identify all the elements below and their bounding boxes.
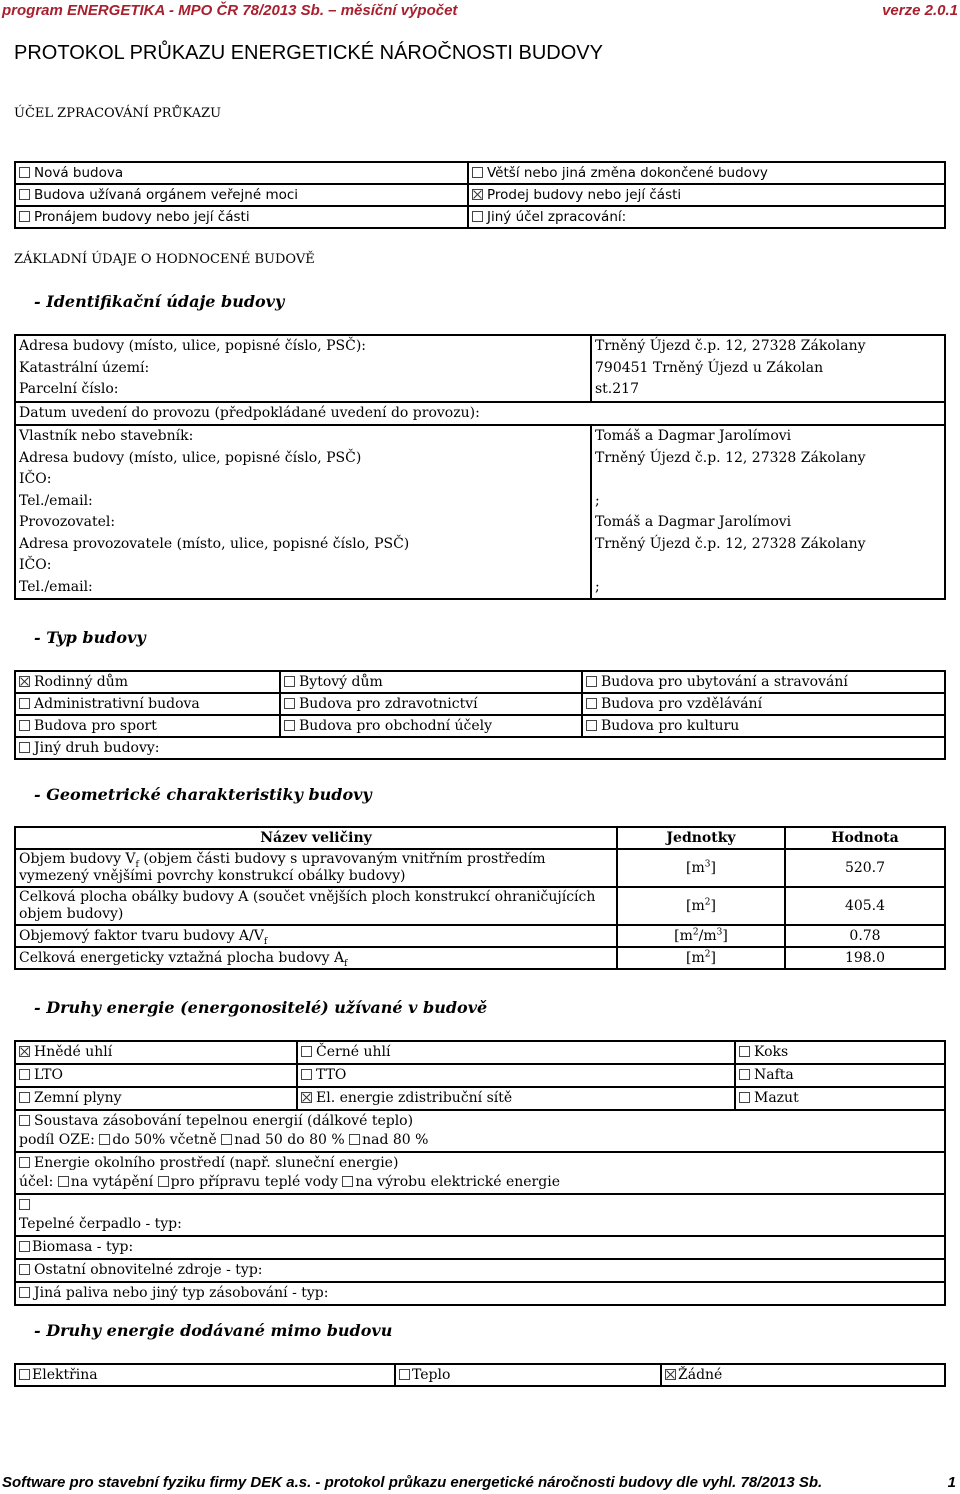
purpose-option[interactable]: Prodej budovy nebo její části <box>468 184 945 206</box>
program-version: verze 2.0.1 <box>882 2 958 19</box>
checkbox[interactable] <box>739 1046 750 1057</box>
energy-option[interactable]: Černé uhlí <box>297 1041 735 1064</box>
heat-pump-option[interactable]: Tepelné čerpadlo - typ: <box>15 1194 945 1236</box>
checkbox[interactable] <box>284 676 295 687</box>
checkbox-checked[interactable] <box>472 189 483 200</box>
energy-option[interactable]: Koks <box>735 1041 945 1064</box>
checkbox[interactable] <box>99 1134 110 1145</box>
checkbox[interactable] <box>399 1369 410 1380</box>
supplied-table <box>14 1363 946 1387</box>
col-unit: Jednotky <box>617 827 785 849</box>
checkbox[interactable] <box>19 1069 30 1080</box>
other-renewable-option[interactable]: Ostatní obnovitelné zdroje - typ: <box>15 1259 945 1282</box>
checkbox[interactable] <box>586 676 597 687</box>
checkbox[interactable] <box>19 1369 30 1380</box>
building-type-option[interactable]: Budova pro sport <box>15 715 280 737</box>
identification-table: Adresa budovy (místo, ulice, popisné číslo, PSČ): Trněný Újezd č.p. 12, 27328 Zákolany Katastrální území: 790451 Trněný Újezd u Zákolan Parcelní číslo: st.217 Datum uvedení do provozu (předpokládané uvedení do provozu): Vlastník nebo stavebník: Tomáš a Dagmar Jarolímovi Adresa budovy (místo, ulice, popisné číslo, PSČ) Trněný Újezd č.p. 12, 27328 Zákolany IČO: Tel./email: ; Provozovatel: Tomáš a Dagmar Jarolímovi Adresa provozovatele (místo, ulice, popisné číslo, PSČ) Trněný Újezd č.p. 12, 27328 Zákolany IČO: Tel./email: ; <box>14 334 946 600</box>
building-type-option[interactable]: Budova pro obchodní účely <box>280 715 582 737</box>
checkbox[interactable] <box>19 1157 30 1168</box>
building-type-option[interactable]: Rodinný dům <box>15 671 280 693</box>
checkbox[interactable] <box>58 1176 69 1187</box>
energy-table <box>14 1040 946 1306</box>
checkbox[interactable] <box>19 189 30 200</box>
program-name: program ENERGETIKA - MPO ČR 78/2013 Sb. – měsíční výpočet <box>2 2 458 19</box>
purpose-heading: ÚČEL ZPRACOVÁNÍ PRŮKAZU <box>14 106 222 121</box>
checkbox[interactable] <box>472 167 483 178</box>
checkbox[interactable] <box>19 698 30 709</box>
purpose-option[interactable]: Nová budova <box>15 162 468 184</box>
table-row: Celková plocha obálky budovy A (součet vnějších ploch konstrukcí ohraničujících objem budovy) $[m^2]$ 405.4 <box>15 887 945 925</box>
purpose-option[interactable]: Pronájem budovy nebo její části <box>15 206 468 228</box>
checkbox[interactable] <box>739 1069 750 1080</box>
checkbox[interactable] <box>739 1092 750 1103</box>
checkbox-checked[interactable] <box>19 676 30 687</box>
checkbox[interactable] <box>19 742 30 753</box>
biomass-option[interactable]: Biomasa - typ: <box>15 1236 945 1259</box>
checkbox-checked[interactable] <box>665 1369 676 1380</box>
page-header <box>0 0 960 22</box>
ambient-energy-option[interactable]: Energie okolního prostředí (např. sluneční energie) účel: na vytápění pro přípravu teplé vody na výrobu elektrické energie <box>15 1152 945 1194</box>
energy-option[interactable]: Hnědé uhlí <box>15 1041 297 1064</box>
checkbox[interactable] <box>221 1134 232 1145</box>
checkbox[interactable] <box>19 1115 30 1126</box>
checkbox[interactable] <box>342 1176 353 1187</box>
checkbox[interactable] <box>586 720 597 731</box>
building-type-table <box>14 670 946 760</box>
supplied-option[interactable]: Elektřina <box>15 1364 395 1386</box>
building-type-option[interactable]: Bytový dům <box>280 671 582 693</box>
checkbox[interactable] <box>158 1176 169 1187</box>
building-type-heading: - Typ budovy <box>34 628 146 647</box>
energy-option[interactable]: Mazut <box>735 1087 945 1110</box>
building-type-option[interactable]: Budova pro kulturu <box>582 715 945 737</box>
checkbox[interactable] <box>19 1241 30 1252</box>
basic-heading: ZÁKLADNÍ ÚDAJE O HODNOCENÉ BUDOVĚ <box>14 252 315 267</box>
checkbox[interactable] <box>19 1199 30 1210</box>
building-type-option[interactable]: Budova pro ubytování a stravování <box>582 671 945 693</box>
checkbox[interactable] <box>301 1069 312 1080</box>
checkbox-checked[interactable] <box>301 1092 312 1103</box>
purpose-option[interactable]: Jiný účel zpracování: <box>468 206 945 228</box>
checkbox[interactable] <box>284 698 295 709</box>
supplied-heading: - Druhy energie dodávané mimo budovu <box>34 1321 393 1340</box>
purpose-table <box>14 161 946 229</box>
energy-option[interactable]: Zemní plyny <box>15 1087 297 1110</box>
energy-option[interactable]: El. energie zdistribuční sítě <box>297 1087 735 1110</box>
page-number: 1 <box>947 1474 956 1491</box>
building-type-other[interactable]: Jiný druh budovy: <box>15 737 945 759</box>
table-row: Celková energeticky vztažná plocha budovy $A_f$ $[m^2]$ 198.0 <box>15 947 945 969</box>
building-type-option[interactable]: Budova pro vzdělávání <box>582 693 945 715</box>
checkbox[interactable] <box>19 167 30 178</box>
other-fuel-option[interactable]: Jiná paliva nebo jiný typ zásobování - typ: <box>15 1282 945 1305</box>
energy-option[interactable]: Nafta <box>735 1064 945 1087</box>
geometry-heading: - Geometrické charakteristiky budovy <box>34 785 372 804</box>
col-value: Hodnota <box>785 827 945 849</box>
col-name: Název veličiny <box>15 827 617 849</box>
checkbox[interactable] <box>472 211 483 222</box>
geometry-table <box>14 826 946 970</box>
document-title: PROTOKOL PRŮKAZU ENERGETICKÉ NÁROČNOSTI BUDOVY <box>14 42 603 64</box>
supplied-option[interactable]: Žádné <box>661 1364 945 1386</box>
checkbox[interactable] <box>19 1092 30 1103</box>
energy-option[interactable]: TTO <box>297 1064 735 1087</box>
purpose-option[interactable]: Budova užívaná orgánem veřejné moci <box>15 184 468 206</box>
building-type-option[interactable]: Budova pro zdravotnictví <box>280 693 582 715</box>
checkbox[interactable] <box>19 1264 30 1275</box>
checkbox-checked[interactable] <box>19 1046 30 1057</box>
energy-option[interactable]: LTO <box>15 1064 297 1087</box>
table-row: Objem budovy $V_f$ (objem části budovy s upravovaným vnitřním prostředím vymezený vnějšími povrchy konstrukcí obálky budovy) $[m^3]$ 520.7 <box>15 849 945 887</box>
checkbox[interactable] <box>349 1134 360 1145</box>
checkbox[interactable] <box>586 698 597 709</box>
checkbox[interactable] <box>301 1046 312 1057</box>
purpose-option[interactable]: Větší nebo jiná změna dokončené budovy <box>468 162 945 184</box>
energy-heading: - Druhy energie (energonositelé) užívané v budově <box>34 998 488 1017</box>
ident-heading: - Identifikační údaje budovy <box>34 292 285 311</box>
building-type-option[interactable]: Administrativní budova <box>15 693 280 715</box>
checkbox[interactable] <box>284 720 295 731</box>
district-heating-option[interactable]: Soustava zásobování tepelnou energií (dálkové teplo) podíl OZE: do 50% včetně nad 50 do 80 % nad 80 % <box>15 1110 945 1152</box>
checkbox[interactable] <box>19 1287 30 1298</box>
checkbox[interactable] <box>19 211 30 222</box>
footer-text: Software pro stavební fyziku firmy DEK a.s. - protokol průkazu energetické náročnosti budovy dle vyhl. 78/2013 Sb. <box>2 1474 823 1491</box>
table-row: Objemový faktor tvaru budovy $A/V_f$ $[m^2/m^3]$ 0.78 <box>15 925 945 947</box>
supplied-option[interactable]: Teplo <box>395 1364 661 1386</box>
checkbox[interactable] <box>19 720 30 731</box>
